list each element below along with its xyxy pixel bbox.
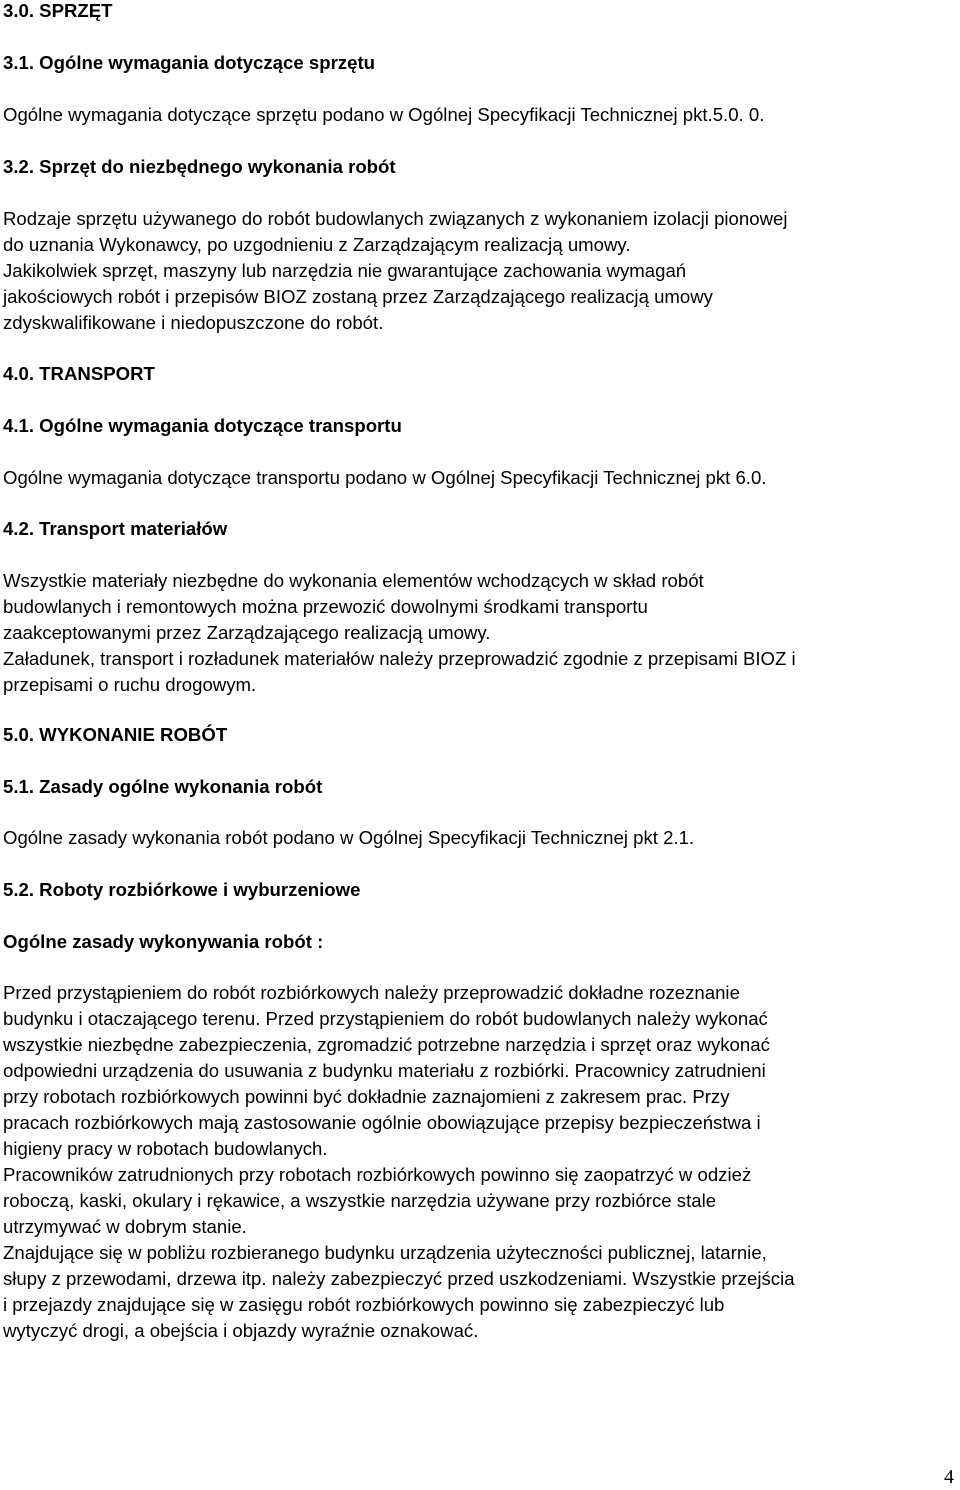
section-5-1-text: Ogólne zasady wykonania robót podano w Ogólnej Specyfikacji Technicznej pkt 2.1. <box>3 827 695 848</box>
section-5-2-line: wszystkie niezbędne zabezpieczenia, zgromadzić potrzebne narzędzia i sprzęt oraz wykonać <box>3 1034 770 1055</box>
section-5-2-line: utrzymywać w dobrym stanie. <box>3 1216 247 1237</box>
section-4-2-line: Załadunek, transport i rozładunek materiałów należy przeprowadzić zgodnie z przepisami BIOZ i <box>3 648 796 669</box>
section-4-2-line: budowlanych i remontowych można przewozić dowolnymi środkami transportu <box>3 596 648 617</box>
section-3-2-line: Jakikolwiek sprzęt, maszyny lub narzędzia nie gwarantujące zachowania wymagań <box>3 260 687 281</box>
section-3-1-text: Ogólne wymagania dotyczące sprzętu podano w Ogólnej Specyfikacji Technicznej pkt.5.0. 0. <box>3 104 765 125</box>
section-4-2-line: zaakceptowanymi przez Zarządzającego realizacją umowy. <box>3 622 491 643</box>
section-5-2-line: i przejazdy znajdujące się w zasięgu robót rozbiórkowych powinno się zabezpieczyć lub <box>3 1294 725 1315</box>
section-5-2-line: słupy z przewodami, drzewa itp. należy zabezpieczyć przed uszkodzeniami. Wszystkie przejścia <box>3 1268 795 1289</box>
section-4-2-line: przepisami o ruchu drogowym. <box>3 674 257 695</box>
section-5-2-line: roboczą, kaski, okulary i rękawice, a wszystkie narzędzia używane przy rozbiórce stale <box>3 1190 717 1211</box>
section-5-2-heading: 5.2. Roboty rozbiórkowe i wyburzeniowe <box>3 879 361 900</box>
section-4-heading: 4.0. TRANSPORT <box>3 363 155 384</box>
section-5-2-line: odpowiedni urządzenia do usuwania z budynku materiału z rozbiórki. Pracownicy zatrudnieni <box>3 1060 766 1081</box>
section-3-1-heading: 3.1. Ogólne wymagania dotyczące sprzętu <box>3 52 375 73</box>
section-3-2-heading: 3.2. Sprzęt do niezbędnego wykonania robót <box>3 156 396 177</box>
section-3-2-line: jakościowych robót i przepisów BIOZ zostaną przez Zarządzającego realizacją umowy <box>3 286 713 307</box>
section-4-1-text: Ogólne wymagania dotyczące transportu podano w Ogólnej Specyfikacji Technicznej pkt 6.0. <box>3 467 767 488</box>
section-5-2-line: Przed przystąpieniem do robót rozbiórkowych należy przeprowadzić dokładne rozeznanie <box>3 982 740 1003</box>
section-5-2-subheading: Ogólne zasady wykonywania robót : <box>3 931 324 952</box>
section-3-2-line: do uznania Wykonawcy, po uzgodnieniu z Zarządzającym realizacją umowy. <box>3 234 631 255</box>
section-4-1-heading: 4.1. Ogólne wymagania dotyczące transportu <box>3 415 402 436</box>
section-5-2-line: Znajdujące się w pobliżu rozbieranego budynku urządzenia użyteczności publicznej, latarnie, <box>3 1242 767 1263</box>
section-3-heading: 3.0. SPRZĘT <box>3 0 113 21</box>
section-5-2-line: budynku i otaczającego terenu. Przed przystąpieniem do robót budowlanych należy wykonać <box>3 1008 768 1029</box>
section-5-heading: 5.0. WYKONANIE ROBÓT <box>3 724 228 745</box>
section-3-2-line: zdyskwalifikowane i niedopuszczone do robót. <box>3 312 384 333</box>
section-5-2-line: pracach rozbiórkowych mają zastosowanie ogólnie obowiązujące przepisy bezpieczeństwa i <box>3 1112 761 1133</box>
section-4-2-line: Wszystkie materiały niezbędne do wykonania elementów wchodzących w skład robót <box>3 570 704 591</box>
section-5-2-line: przy robotach rozbiórkowych powinni być dokładnie zaznajomieni z zakresem prac. Przy <box>3 1086 730 1107</box>
page-number: 4 <box>944 1466 954 1488</box>
section-4-2-heading: 4.2. Transport materiałów <box>3 518 228 539</box>
section-5-1-heading: 5.1. Zasady ogólne wykonania robót <box>3 776 323 797</box>
section-3-2-line: Rodzaje sprzętu używanego do robót budowlanych związanych z wykonaniem izolacji pionowej <box>3 208 788 229</box>
section-5-2-line: wytyczyć drogi, a obejścia i objazdy wyraźnie oznakować. <box>3 1320 479 1341</box>
section-5-2-line: higieny pracy w robotach budowlanych. <box>3 1138 328 1159</box>
section-5-2-line: Pracowników zatrudnionych przy robotach rozbiórkowych powinno się zaopatrzyć w odzież <box>3 1164 752 1185</box>
